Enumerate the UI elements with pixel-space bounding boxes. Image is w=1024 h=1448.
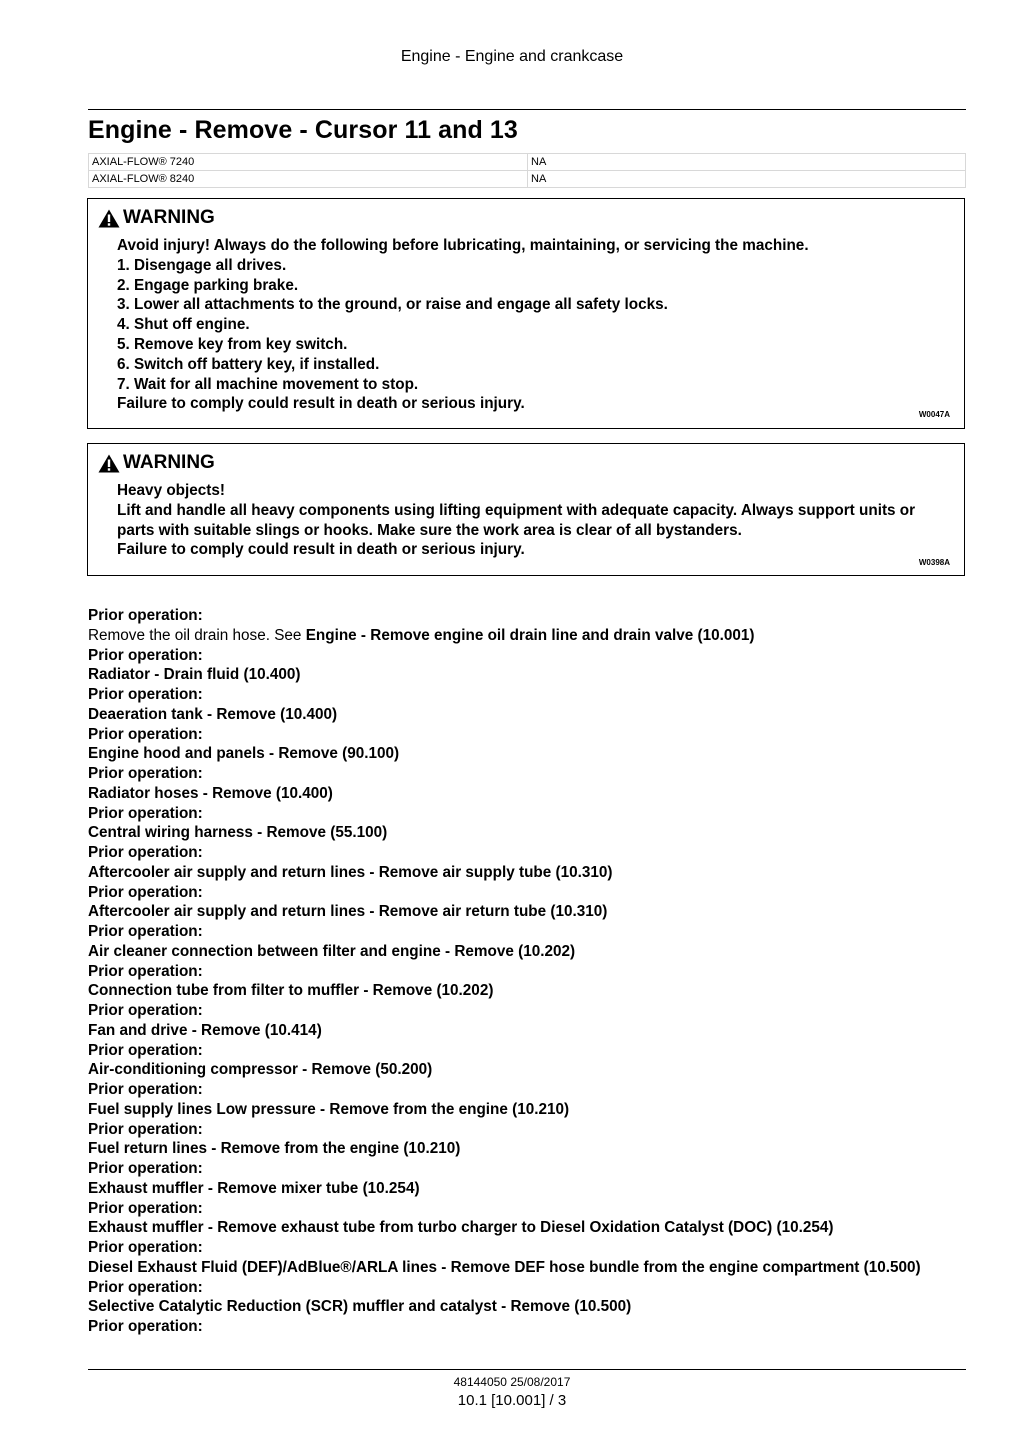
prior-operation-link[interactable]: Engine - Remove engine oil drain line and drain valve (10.001) <box>305 626 755 644</box>
warning-box-service <box>87 198 965 429</box>
prior-operation-item <box>88 705 968 725</box>
prior-operation-link[interactable]: Radiator - Drain fluid (10.400) <box>88 666 301 684</box>
prior-operation-item <box>88 902 968 922</box>
warning-line: 4. Shut off engine. <box>117 316 250 334</box>
model-value: NA <box>528 154 966 171</box>
prior-operation-label: Prior operation: <box>88 804 203 822</box>
prior-operation-link[interactable]: Exhaust muffler - Remove exhaust tube from turbo charger to Diesel Oxidation Catalyst (DOC) (10.254) <box>88 1219 834 1237</box>
prior-operation-link[interactable]: Engine hood and panels - Remove (90.100) <box>88 745 400 763</box>
prior-operation-link[interactable]: Exhaust muffler - Remove mixer tube (10.254) <box>88 1179 420 1197</box>
prior-operation-item <box>88 1060 968 1080</box>
prior-operation-link[interactable]: Selective Catalytic Reduction (SCR) muffler and catalyst - Remove (10.500) <box>88 1298 632 1316</box>
prior-operation-label: Prior operation: <box>88 765 203 782</box>
warning-label: WARNING <box>123 207 215 228</box>
prior-operation-link[interactable]: Fan and drive - Remove (10.414) <box>88 1021 322 1039</box>
prior-operation-label: Prior operation: <box>88 962 203 980</box>
warning-code: W0398A <box>918 558 950 567</box>
prior-operation-label: Prior operation: <box>88 1199 203 1217</box>
prior-operation-item <box>88 823 968 843</box>
warning-text <box>117 481 944 560</box>
prior-operation-item <box>88 1100 968 1120</box>
prior-operation-link[interactable]: Radiator hoses - Remove (10.400) <box>88 784 333 802</box>
warning-line: Failure to comply could result in death or serious injury. <box>117 395 525 413</box>
warning-line: 5. Remove key from key switch. <box>117 335 348 353</box>
prior-operation-item <box>88 1021 968 1041</box>
warning-text <box>117 236 944 414</box>
model-applicability-table <box>88 153 966 188</box>
prior-operation-link[interactable]: Central wiring harness - Remove (55.100) <box>88 824 388 842</box>
prior-operation-link[interactable]: Deaeration tank - Remove (10.400) <box>88 705 338 723</box>
prior-operation-text: Remove the oil drain hose. See <box>88 626 306 644</box>
warning-box-heavy-objects <box>87 443 965 576</box>
warning-line: Failure to comply could result in death or serious injury. <box>117 541 525 559</box>
warning-heading <box>98 207 215 229</box>
prior-operation-link[interactable]: Fuel return lines - Remove from the engine (10.210) <box>88 1140 461 1158</box>
warning-line: 6. Switch off battery key, if installed. <box>117 355 380 373</box>
warning-line: Heavy objects! <box>117 482 225 499</box>
prior-operation-link[interactable]: Diesel Exhaust Fluid (DEF)/AdBlue®/ARLA lines - Remove DEF hose bundle from the engine compartment (10.500) <box>88 1258 921 1276</box>
prior-operation-item <box>88 1218 968 1238</box>
warning-triangle-icon <box>98 209 120 228</box>
prior-operation-label: Prior operation: <box>88 686 203 703</box>
warning-triangle-icon <box>98 454 120 473</box>
prior-operation-link[interactable]: Air cleaner connection between filter and engine - Remove (10.202) <box>88 942 576 960</box>
prior-operation-item <box>88 1179 968 1199</box>
prior-operation-link[interactable]: Aftercooler air supply and return lines - Remove air return tube (10.310) <box>88 903 608 921</box>
prior-operation-item <box>88 1139 968 1159</box>
prior-operation-item <box>88 626 968 646</box>
prior-operation-item <box>88 942 968 962</box>
prior-operation-label: Prior operation: <box>88 1081 203 1098</box>
header-divider <box>88 109 966 110</box>
prior-operation-label: Prior operation: <box>88 923 203 940</box>
prior-operation-label: Prior operation: <box>88 1278 203 1296</box>
document-code: 48144050 25/08/2017 <box>453 1375 571 1389</box>
prior-operation-label: Prior operation: <box>88 883 203 901</box>
prior-operation-item <box>88 1258 968 1278</box>
page-number: 10.1 [10.001] / 3 <box>457 1392 567 1409</box>
warning-line: 2. Engage parking brake. <box>117 276 299 294</box>
warning-line: Avoid injury! Always do the following before lubricating, maintaining, or servicing the machine. <box>117 237 809 254</box>
warning-line: 1. Disengage all drives. <box>117 256 287 274</box>
model-value: NA <box>528 171 966 188</box>
prior-operation-label: Prior operation: <box>88 1160 203 1177</box>
model-name: AXIAL-FLOW® 8240 <box>89 171 528 188</box>
footer-divider <box>88 1369 966 1370</box>
model-name: AXIAL-FLOW® 7240 <box>89 154 528 171</box>
table-row <box>89 171 966 188</box>
warning-line: 7. Wait for all machine movement to stop. <box>117 375 419 393</box>
page-title: Engine - Remove - Cursor 11 and 13 <box>88 116 518 144</box>
prior-operation-item <box>88 1297 968 1317</box>
prior-operation-label: Prior operation: <box>88 1318 203 1335</box>
prior-operation-label: Prior operation: <box>88 646 203 664</box>
warning-line: Lift and handle all heavy components using lifting equipment with adequate capacity. Always support units or parts with suitable slings or hooks. Make sure the work area is clear of all bystanders. <box>117 501 916 539</box>
warning-heading <box>98 452 215 474</box>
warning-code: W0047A <box>918 410 950 419</box>
warning-label: WARNING <box>123 452 215 473</box>
prior-operation-label: Prior operation: <box>88 725 203 743</box>
prior-operation-label: Prior operation: <box>88 1041 203 1059</box>
warning-line: 3. Lower all attachments to the ground, or raise and engage all safety locks. <box>117 296 668 314</box>
prior-operation-item <box>88 784 968 804</box>
prior-operation-label: Prior operation: <box>88 607 203 624</box>
prior-operation-link[interactable]: Aftercooler air supply and return lines - Remove air supply tube (10.310) <box>88 863 613 881</box>
prior-operation-label: Prior operation: <box>88 1239 203 1256</box>
prior-operation-label: Prior operation: <box>88 1120 203 1138</box>
prior-operation-item <box>88 665 968 685</box>
prior-operation-label: Prior operation: <box>88 844 203 861</box>
prior-operation-item <box>88 981 968 1001</box>
prior-operation-link[interactable]: Connection tube from filter to muffler - Remove (10.202) <box>88 982 494 1000</box>
table-row <box>89 154 966 171</box>
prior-operations-list <box>88 606 968 1337</box>
prior-operation-item <box>88 744 968 764</box>
page-header: Engine - Engine and crankcase <box>400 48 624 65</box>
prior-operation-label: Prior operation: <box>88 1002 203 1019</box>
prior-operation-link[interactable]: Fuel supply lines Low pressure - Remove from the engine (10.210) <box>88 1100 570 1118</box>
prior-operation-item <box>88 863 968 883</box>
prior-operation-link[interactable]: Air-conditioning compressor - Remove (50.200) <box>88 1061 433 1079</box>
